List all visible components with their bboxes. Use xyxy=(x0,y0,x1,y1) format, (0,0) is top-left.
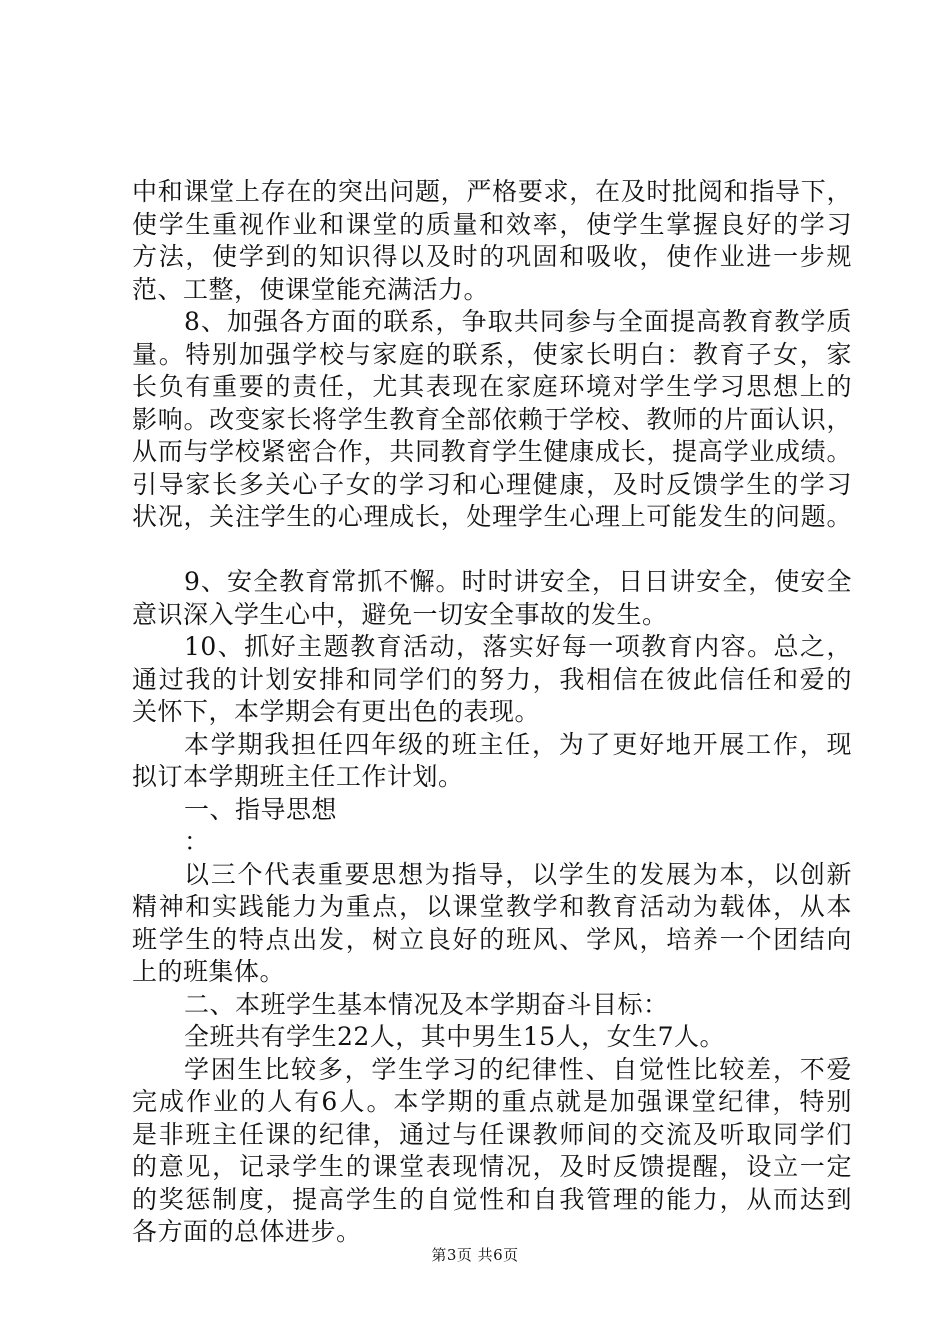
text-line: 引导家长多关心子女的学习和心理健康，及时反馈学生的学习 xyxy=(132,469,852,499)
text-line: 状况，关注学生的心理成长，处理学生心理上可能发生的问题。 xyxy=(132,502,852,531)
text-line: 8、加强各方面的联系，争取共同参与全面提高教育教学质 xyxy=(184,307,852,336)
text-line: 本学期我担任四年级的班主任，为了更好地开展工作，现 xyxy=(184,729,852,759)
text-line: 完成作业的人有6人。本学期的重点就是加强课堂纪律，特别 xyxy=(132,1087,852,1116)
text-line: 10、抓好主题教育活动，落实好每一项教育内容。总之， xyxy=(184,632,852,661)
text-line: 的奖惩制度，提高学生的自觉性和自我管理的能力，从而达到 xyxy=(132,1184,852,1214)
text-line: 上的班集体。 xyxy=(132,957,286,986)
section-heading: 二、本班学生基本情况及本学期奋斗目标： xyxy=(184,989,669,1019)
page-number: 第3页 共6页 xyxy=(431,1246,519,1264)
text-line: 影响。改变家长将学生教育全部依赖于学校、教师的片面认识， xyxy=(132,404,852,434)
text-line: 9、安全教育常抓不懈。时时讲安全，日日讲安全，使安全 xyxy=(184,567,852,596)
text-line: 以三个代表重要思想为指导，以学生的发展为本，以创新 xyxy=(184,859,852,889)
text-line: 意识深入学生心中，避免一切安全事故的发生。 xyxy=(132,599,668,629)
text-line: ： xyxy=(184,827,210,856)
text-line: 通过我的计划安排和同学们的努力，我相信在彼此信任和爱的 xyxy=(132,664,852,694)
text-line: 的意见，记录学生的课堂表现情况，及时反馈提醒，设立一定 xyxy=(132,1152,852,1181)
text-line: 使学生重视作业和课堂的质量和效率，使学生掌握良好的学习 xyxy=(132,209,852,239)
text-line: 量。特别加强学校与家庭的联系，使家长明白：教育子女，家 xyxy=(132,339,852,369)
text-line: 长负有重要的责任，尤其表现在家庭环境对学生学习思想上的 xyxy=(132,372,852,401)
paragraph-gap xyxy=(132,534,852,567)
text-line: 学困生比较多，学生学习的纪律性、自觉性比较差，不爱 xyxy=(184,1054,852,1084)
text-line: 拟订本学期班主任工作计划。 xyxy=(132,762,464,791)
text-line: 班学生的特点出发，树立良好的班风、学风，培养一个团结向 xyxy=(132,924,852,954)
text-line: 从而与学校紧密合作，共同教育学生健康成长，提高学业成绩。 xyxy=(132,437,852,466)
text-line: 范、工整，使课堂能充满活力。 xyxy=(132,274,490,304)
text-line: 中和课堂上存在的突出问题，严格要求，在及时批阅和指导下， xyxy=(132,177,852,206)
text-line: 全班共有学生22人，其中男生15人，女生7人。 xyxy=(184,1022,726,1051)
text-line: 关怀下，本学期会有更出色的表现。 xyxy=(132,697,541,726)
section-heading: 一、指导思想 xyxy=(184,794,338,824)
document-body xyxy=(132,176,852,1249)
text-line: 各方面的总体进步。 xyxy=(132,1217,362,1246)
text-line: 是非班主任课的纪律，通过与任课教师间的交流及听取同学们 xyxy=(132,1119,852,1149)
text-line: 精神和实践能力为重点，以课堂教学和教育活动为载体，从本 xyxy=(132,892,852,921)
text-line: 方法，使学到的知识得以及时的巩固和吸收，使作业进一步规 xyxy=(132,242,852,271)
